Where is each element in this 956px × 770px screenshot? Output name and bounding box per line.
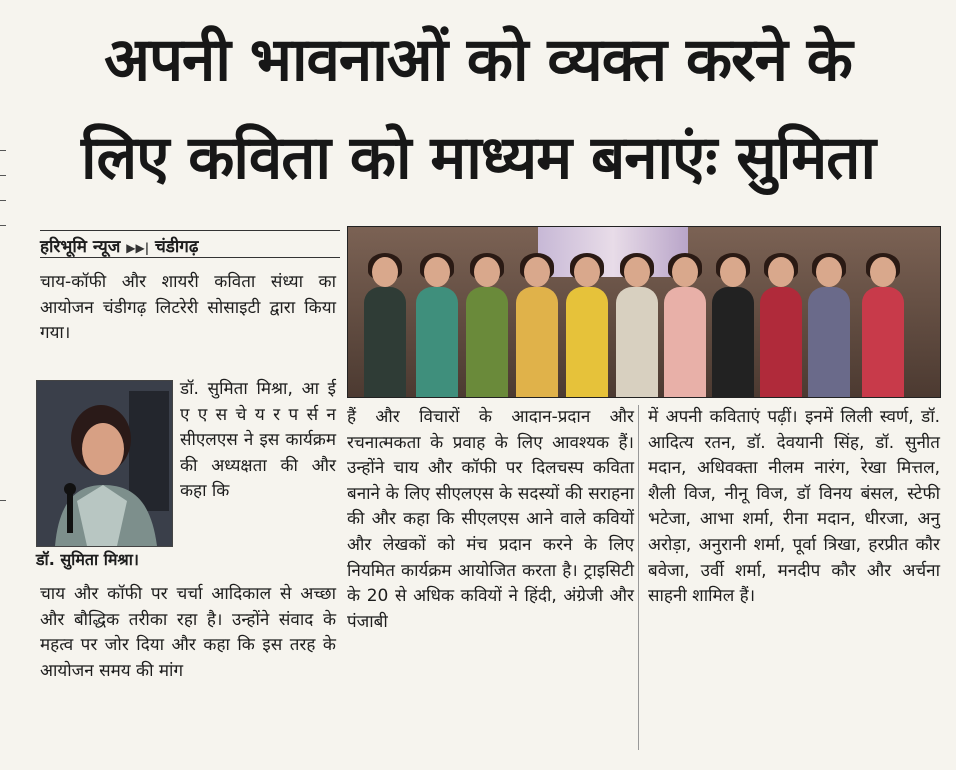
edge-mark [0, 225, 6, 226]
headline-line-1: अपनी भावनाओं को व्यक्त करने के [104, 25, 852, 95]
inset-portrait-photo [36, 380, 173, 547]
byline-location: चंडीगढ़ [155, 237, 199, 257]
byline-arrows-icon: ▶▶| [126, 241, 150, 255]
photo-person [860, 253, 906, 398]
column1-top-text [40, 270, 336, 347]
photo-person [362, 253, 408, 398]
column2-text [347, 405, 634, 635]
photo-person [514, 253, 560, 398]
photo-person [564, 253, 610, 398]
inset-caption: डॉ. सुमिता मिश्रा। [36, 550, 139, 569]
photo-person [614, 253, 660, 398]
column-divider [638, 405, 639, 750]
photo-person [758, 253, 804, 398]
column3-text [648, 405, 940, 610]
column1-middle-text [180, 377, 336, 505]
byline [40, 230, 340, 258]
group-photo [347, 226, 941, 398]
edge-mark [0, 200, 6, 201]
byline-source: हरिभूमि न्यूज [40, 237, 121, 257]
photo-person [806, 253, 852, 398]
photo-person [710, 253, 756, 398]
column1-top-paragraph: चाय-कॉफी और शायरी कविता संध्या का आयोजन चंडीगढ़ लिटरेरी सोसाइटी द्वारा किया गया। [40, 272, 336, 344]
edge-mark [0, 150, 6, 151]
edge-mark [0, 175, 6, 176]
column2-paragraph: हैं और विचारों के आदान-प्रदान और रचनात्मकता के प्रवाह के लिए आवश्यक हैं। उन्होंने चाय और कॉफी पर दिलचस्प कविता बनाने के लिए सीएलएस के सदस्यों की सराहना की और कहा कि सीएलएस आने वाले कवियों और लेखकों को मंच प्रदान करने के लिए नियमित कार्यक्रम आयोजित करता है। ट्राइसिटी के 20 से अधिक कवियों ने हिंदी, अंग्रेजी और पंजाबी [347, 407, 634, 632]
column1-middle-paragraph: डॉ. सुमिता मिश्रा, आ ई ए ए स चे य र प र्स न सीएलएस ने इस कार्यक्रम की अध्यक्षता की और कहा कि [180, 379, 336, 502]
column1-bottom-paragraph: चाय और कॉफी पर चर्चा आदिकाल से अच्छा और बौद्धिक तरीका रहा है। उन्होंने संवाद के महत्व पर जोर दिया और कहा कि इस तरह के आयोजन समय की मांग [40, 584, 336, 681]
portrait-illustration [37, 381, 172, 546]
photo-person [414, 253, 460, 398]
column1-bottom-text [40, 582, 336, 684]
headline-line-2: लिए कविता को माध्यम बनाएंः सुमिता [81, 123, 875, 193]
photo-person [662, 253, 708, 398]
column3-paragraph: में अपनी कविताएं पढ़ीं। इनमें लिली स्वर्ण, डॉ. आदित्य रतन, डॉ. देवयानी सिंह, डॉ. सुनीत मदान, अधिवक्ता नीलम नारंग, रेखा मित्तल, शैली विज, नीनू विज, डॉ विनय बंसल, स्टेफी भटेजा, आभा शर्मा, रीना मदान, धीरजा, अनु अरोड़ा, अनुरानी शर्मा, पूर्वा त्रिखा, हरप्रीत कौर बवेजा, उर्वी शर्मा, मनदीप कौर और अर्चना साहनी शामिल हैं। [648, 407, 940, 607]
edge-mark [0, 500, 6, 501]
photo-person [464, 253, 510, 398]
